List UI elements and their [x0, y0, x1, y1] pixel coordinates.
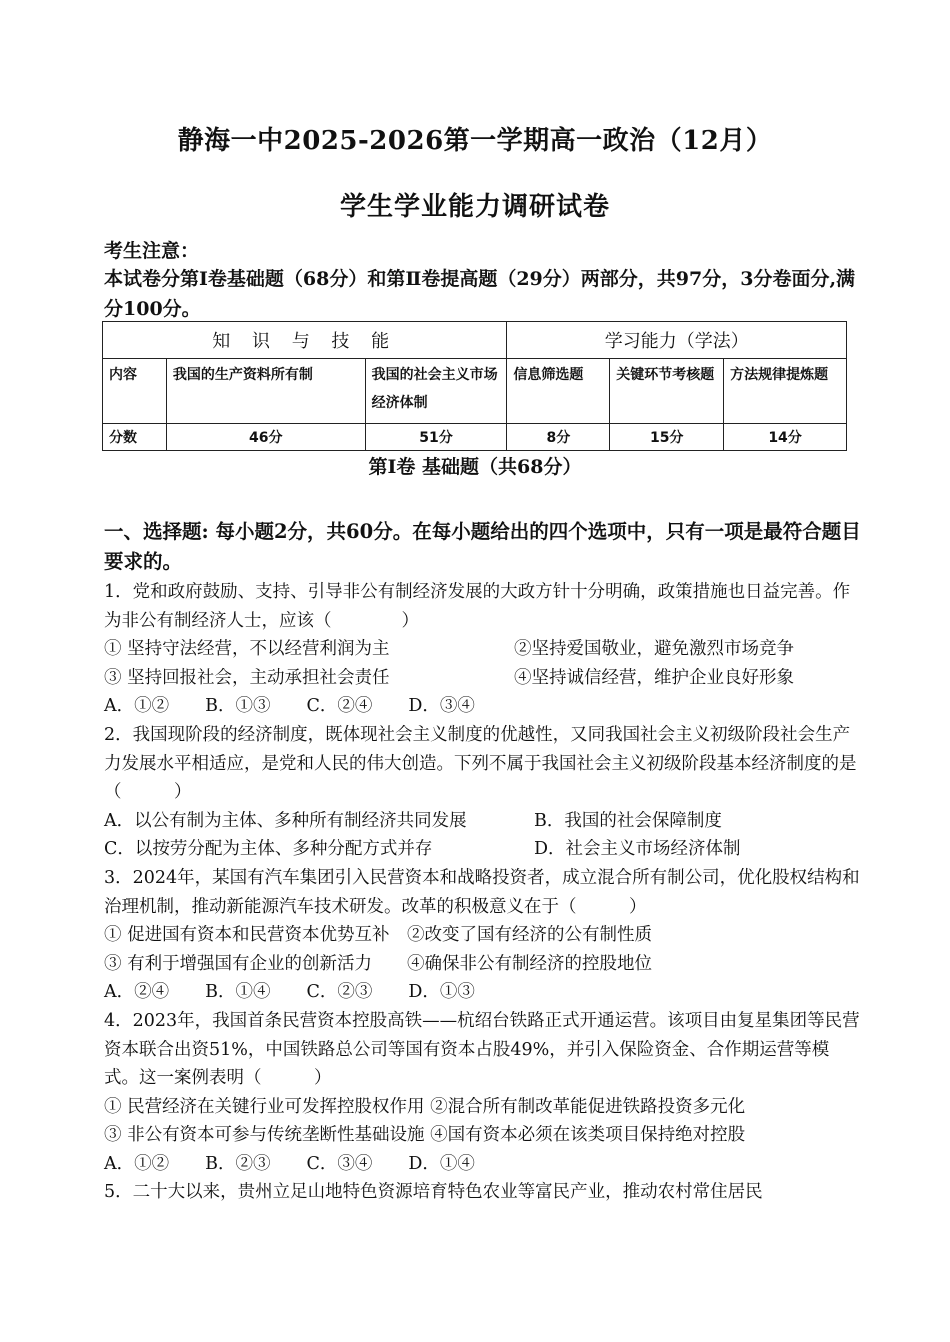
answer-choices — [104, 1150, 864, 1179]
table-cell-score: 51分 — [365, 424, 507, 451]
notice-body: 本试卷分第Ⅰ卷基础题（68分）和第Ⅱ卷提高题（29分）两部分，共97分，3分卷面分,满分100分。 — [104, 268, 856, 320]
option-row — [104, 807, 864, 836]
table-cell-score: 46分 — [166, 424, 365, 451]
question-stem: 4．2023年，我国首条民营资本控股高铁——杭绍台铁路正式开通运营。该项目由复星集团等民营资本联合出资51%，中国铁路总公司等国有资本占股49%，并引入保险资金、合作期运营等模式。这一案例表明（ ） — [104, 1010, 860, 1089]
choice-a: A．①② — [104, 696, 170, 717]
choice-c: C．以按劳分配为主体、多种分配方式并存 — [104, 839, 433, 860]
choice-c: C．②③ — [306, 982, 373, 1003]
statement-option: ③ 坚持回报社会，主动承担社会责任 — [104, 667, 390, 688]
choice-b: B．①④ — [205, 982, 271, 1003]
table-cell-content: 我国的社会主义市场经济体制 — [365, 359, 507, 424]
choice-a: A．②④ — [104, 982, 170, 1003]
statement-option: ③ 非公有资本可参与传统垄断性基础设施 ④国有资本必须在该类项目保持绝对控股 — [104, 1125, 746, 1146]
table-group-knowledge: 知 识 与 技 能 — [103, 322, 507, 359]
choice-d: D．①③ — [408, 982, 475, 1003]
choice-b: B．②③ — [205, 1153, 271, 1174]
table-cell-content: 信息筛选题 — [507, 359, 610, 424]
choice-d: D．③④ — [408, 696, 475, 717]
choice-d: D．①④ — [408, 1153, 475, 1174]
answer-choices — [104, 692, 864, 721]
choice-c: C．②④ — [306, 696, 373, 717]
statement-option: ④坚持诚信经营，维护企业良好形象 — [514, 667, 794, 688]
choice-d: D．社会主义市场经济体制 — [534, 839, 741, 860]
table-cell-score: 14分 — [724, 424, 847, 451]
notice-label: 考生注意： — [104, 240, 200, 262]
statement-option: ① 促进国有资本和民营资本优势互补 ②改变了国有经济的公有制性质 — [104, 925, 653, 946]
option-row — [104, 664, 864, 693]
question-stem: 5．二十大以来，贵州立足山地特色资源培育特色农业等富民产业，推动农村常住居民 — [104, 1182, 763, 1203]
page-title: 静海一中2025-2026第一学期高一政治（12月） — [177, 126, 773, 156]
choice-c: C．③④ — [306, 1153, 373, 1174]
statement-option: ②坚持爱国敬业，避免激烈市场竞争 — [514, 639, 794, 660]
table-cell-content: 关键环节考核题 — [610, 359, 724, 424]
row-label-score: 分数 — [103, 424, 167, 451]
row-label-content: 内容 — [103, 359, 167, 424]
question-stem: 1．党和政府鼓励、支持、引导非公有制经济发展的大政方针十分明确，政策措施也日益完善。作为非公有制经济人士，应该（ ） — [104, 582, 851, 631]
statement-option: ① 民营经济在关键行业可发挥控股权作用 ②混合所有制改革能促进铁路投资多元化 — [104, 1096, 746, 1117]
page-subtitle: 学生学业能力调研试卷 — [339, 192, 610, 222]
choice-section-header: 一、选择题: 每小题2分，共60分。在每小题给出的四个选项中，只有一项是最符合题目要求的。 — [104, 520, 861, 573]
choice-b: B．我国的社会保障制度 — [534, 810, 722, 831]
question-stem: 3．2024年，某国有汽车集团引入民营资本和战略投资者，成立混合所有制公司，优化股权结构和治理机制，推动新能源汽车技术研发。改革的积极意义在于（ ） — [104, 867, 860, 917]
choice-a: A．以公有制为主体、多种所有制经济共同发展 — [104, 810, 467, 831]
table-cell-content: 我国的生产资料所有制 — [166, 359, 365, 424]
section-title: 第Ⅰ卷 基础题（共68分） — [368, 456, 582, 478]
question-list — [104, 578, 864, 1207]
choice-b: B．①③ — [205, 696, 271, 717]
table-cell-content: 方法规律提炼题 — [724, 359, 847, 424]
option-row — [104, 835, 864, 864]
statement-option: ① 坚持守法经营，不以经营利润为主 — [104, 639, 390, 660]
table-cell-score: 15分 — [610, 424, 724, 451]
choice-a: A．①② — [104, 1153, 170, 1174]
question-stem: 2．我国现阶段的经济制度，既体现社会主义制度的优越性，又同我国社会主义初级阶段社会生产力发展水平相适应，是党和人民的伟大创造。下列不属于我国社会主义初级阶段基本经济制度的是（ ） — [104, 724, 857, 803]
score-table — [102, 321, 847, 451]
answer-choices — [104, 978, 864, 1007]
table-group-ability: 学习能力（学法） — [507, 322, 847, 359]
option-row — [104, 635, 864, 664]
statement-option: ③ 有利于增强国有企业的创新活力 ④确保非公有制经济的控股地位 — [104, 953, 653, 974]
table-cell-score: 8分 — [507, 424, 610, 451]
